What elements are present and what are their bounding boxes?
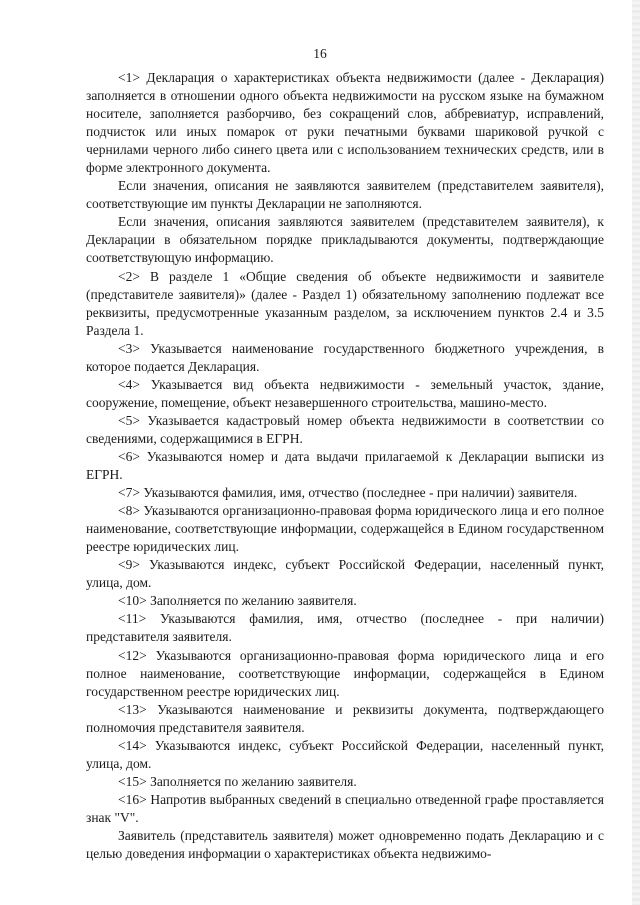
paragraph-note-10: <10> Заполняется по желанию заявителя. (118, 593, 357, 609)
paragraph-note-5: <5> Указывается кадастровый номер объекта недвижимости в соответствии со сведениями, содержащимися в ЕГРН. (86, 412, 604, 446)
scan-edge-shading (632, 0, 640, 905)
paragraph-note-13: <13> Указываются наименование и реквизиты документа, подтверждающего полномочия представителя заявителя. (86, 701, 604, 735)
paragraph-note-6: <6> Указываются номер и дата выдачи прилагаемой к Декларации выписки из ЕГРН. (86, 448, 604, 483)
paragraph-note-9: <9> Указываются индекс, субъект Российской Федерации, населенный пункт, улица, дом. (86, 557, 604, 591)
paragraph-note-2: <2> В разделе 1 «Общие сведения об объекте недвижимости и заявителе (представителе заявителя)» (далее - Раздел 1) обязательному заполнению подлежат все реквизиты, предусмотренные указанным разделом, за исключением пунктов 2.4 и 3.5 Раздела 1. (86, 268, 604, 338)
page-number: 16 (313, 46, 327, 61)
document-body (86, 69, 604, 863)
paragraph-note-4: <4> Указывается вид объекта недвижимости - земельный участок, здание, сооружение, помещение, объект незавершенного строительства, машино-место. (86, 376, 604, 410)
paragraph-values-declared: Если значения, описания заявляются заявителем (представителем заявителя), к Декларации в обязательном порядке прикладываются документы, подтверждающие соответствующую информацию. (86, 214, 604, 266)
paragraph-note-12: <12> Указываются организационно-правовая форма юридического лица и его полное наименование, соответствующие информации, содержащейся в Едином государственном реестре юридических лиц. (86, 647, 604, 699)
paragraph-note-16: <16> Напротив выбранных сведений в специально отведенной графе проставляется знак "V". (86, 791, 604, 825)
paragraph-values-not-declared: Если значения, описания не заявляются заявителем (представителем заявителя), соответствующие им пункты Декларации не заполняются. (86, 178, 604, 212)
paragraph-note-7: <7> Указываются фамилия, имя, отчество (последнее - при наличии) заявителя. (118, 485, 578, 501)
paragraph-note-14: <14> Указываются индекс, субъект Российской Федерации, населенный пункт, улица, дом. (86, 737, 604, 771)
paragraph-note-15: <15> Заполняется по желанию заявителя. (118, 773, 357, 789)
paragraph-note-8: <8> Указываются организационно-правовая форма юридического лица и его полное наименование, соответствующие информации, содержащейся в Едином государственном реестре юридических лиц. (86, 503, 604, 555)
paragraph-simultaneous-filing: Заявитель (представитель заявителя) может одновременно подать Декларацию и с целью доведения информации о характеристиках объекта недвижимо- (86, 827, 604, 862)
paragraph-note-1: <1> Декларация о характеристиках объекта недвижимости (далее - Декларация) заполняется в отношении одного объекта недвижимости на русском языке на бумажном носителе, заполняется разборчиво, без сокращений слов, аббревиатур, исправлений, подчисток или иных помарок от руки печатными буквами шариковой ручкой с чернилами черного либо синего цвета или с использованием технических средств, или в форме электронного документа. (86, 70, 604, 176)
paragraph-note-3: <3> Указывается наименование государственного бюджетного учреждения, в которое подается Декларация. (86, 340, 604, 374)
paragraph-note-11: <11> Указываются фамилия, имя, отчество (последнее - при наличии) представителя заявителя. (86, 611, 604, 645)
